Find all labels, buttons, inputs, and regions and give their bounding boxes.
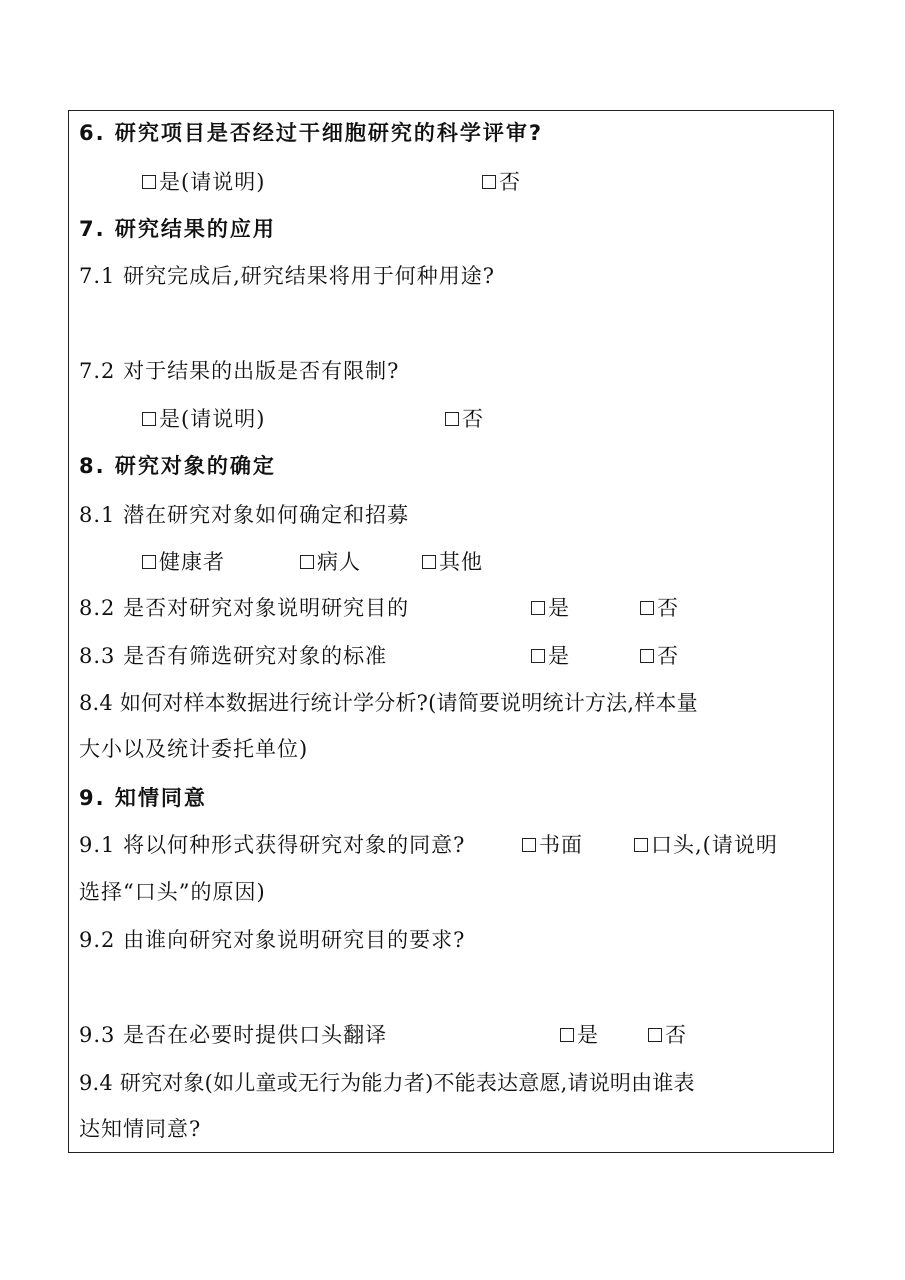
q9-3-no-option[interactable] [648, 1020, 687, 1050]
q8-2-no-label: 否 [657, 596, 679, 620]
q8-1-healthy-label: 健康者 [159, 550, 225, 574]
q9-1-written-label: 书面 [539, 833, 583, 857]
q9-4-question-line1: 9.4 研究对象(如儿童或无行为能力者)不能表达意愿,请说明由谁表 [79, 1071, 695, 1095]
checkbox[interactable] [300, 555, 314, 569]
checkbox[interactable] [482, 175, 496, 189]
q8-2-yes-option[interactable] [531, 593, 570, 623]
q8-2-no-option[interactable] [640, 593, 679, 623]
q8-3-no-option[interactable] [640, 641, 679, 671]
q9-1-question-line2: 选择“口头”的原因) [79, 880, 266, 904]
q7-1-question: 7.1 研究完成后,研究结果将用于何种用途? [79, 264, 496, 288]
checkbox[interactable] [634, 838, 648, 852]
q9-1-oral-label: 口头,(请说明 [651, 833, 778, 857]
q9-3-yes-option[interactable] [560, 1020, 599, 1050]
q8-1-patient-option[interactable] [300, 547, 361, 577]
q6-no-option[interactable] [482, 167, 521, 197]
q6-yes-label: 是(请说明) [159, 170, 266, 194]
q7-2-no-option[interactable] [445, 404, 484, 434]
q9-2-question: 9.2 由谁向研究对象说明研究目的要求? [79, 928, 466, 952]
q8-3-yes-label: 是 [548, 644, 570, 668]
q8-2-question: 8.2 是否对研究对象说明研究目的 [79, 596, 410, 620]
q9-1-oral-option[interactable] [634, 830, 778, 860]
q9-3-question: 9.3 是否在必要时提供口头翻译 [79, 1023, 388, 1047]
q8-1-healthy-option[interactable] [142, 547, 225, 577]
checkbox[interactable] [142, 175, 156, 189]
q8-4-question-line1: 8.4 如何对样本数据进行统计学分析?(请简要说明统计方法,样本量 [79, 691, 698, 715]
checkbox[interactable] [648, 1028, 662, 1042]
checkbox[interactable] [560, 1028, 574, 1042]
checkbox[interactable] [142, 555, 156, 569]
q6-yes-option[interactable] [142, 167, 265, 197]
q6-no-label: 否 [499, 170, 521, 194]
q8-heading: 8. 研究对象的确定 [79, 454, 276, 478]
q8-3-question: 8.3 是否有筛选研究对象的标准 [79, 644, 388, 668]
q7-2-question: 7.2 对于结果的出版是否有限制? [79, 359, 400, 383]
q9-3-yes-label: 是 [577, 1023, 599, 1047]
q8-1-other-option[interactable] [422, 547, 483, 577]
q9-1-question: 9.1 将以何种形式获得研究对象的同意? [79, 833, 466, 857]
q7-2-yes-label: 是(请说明) [159, 407, 266, 431]
q9-4-question-line2: 达知情同意? [79, 1117, 202, 1141]
checkbox[interactable] [445, 412, 459, 426]
q7-heading: 7. 研究结果的应用 [79, 217, 276, 241]
q8-1-patient-label: 病人 [317, 550, 361, 574]
q8-1-other-label: 其他 [439, 550, 483, 574]
q8-4-question-line2: 大小以及统计委托单位) [79, 737, 309, 761]
q8-3-no-label: 否 [657, 644, 679, 668]
q7-2-no-label: 否 [462, 407, 484, 431]
q6-question: 6. 研究项目是否经过干细胞研究的科学评审? [79, 121, 544, 145]
checkbox[interactable] [522, 838, 536, 852]
q8-1-question: 8.1 潜在研究对象如何确定和招募 [79, 503, 410, 527]
q7-2-yes-option[interactable] [142, 404, 265, 434]
q9-heading: 9. 知情同意 [79, 786, 207, 810]
q8-2-yes-label: 是 [548, 596, 570, 620]
q8-3-yes-option[interactable] [531, 641, 570, 671]
checkbox[interactable] [422, 555, 436, 569]
q9-3-no-label: 否 [665, 1023, 687, 1047]
checkbox[interactable] [142, 412, 156, 426]
checkbox[interactable] [531, 649, 545, 663]
checkbox[interactable] [531, 601, 545, 615]
checkbox[interactable] [640, 601, 654, 615]
q9-1-written-option[interactable] [522, 830, 583, 860]
checkbox[interactable] [640, 649, 654, 663]
